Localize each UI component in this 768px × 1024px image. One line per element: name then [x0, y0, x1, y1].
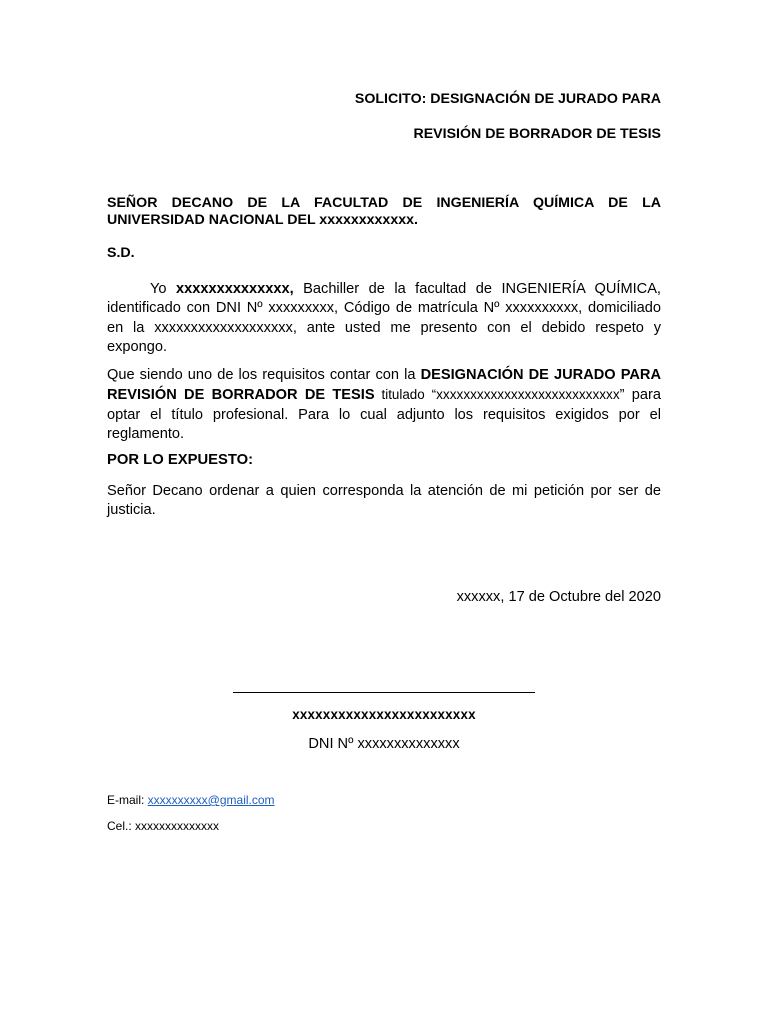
- request-rest: ” para optar el título profesional. Para lo cual adjunto los requisitos exigidos por el reglamento.: [107, 387, 661, 443]
- signature-name: xxxxxxxxxxxxxxxxxxxxxxxx: [292, 707, 476, 722]
- paragraph-closing: Señor Decano ordenar a quien corresponda la atención de mi petición por ser de justicia.: [107, 483, 661, 519]
- signature-dni: DNI Nº xxxxxxxxxxxxxx: [308, 736, 460, 752]
- cel-label: Cel.:: [107, 819, 136, 833]
- request-bold: DESIGNACIÓN DE JURADO PARA REVISIÓN DE BORRADOR DE TESIS: [107, 367, 661, 404]
- email-link[interactable]: xxxxxxxxxx@gmail.com: [147, 793, 275, 807]
- intro-prefix: Yo: [150, 281, 176, 297]
- request-subject-line-2: REVISIÓN DE BORRADOR DE TESIS: [413, 126, 661, 142]
- addressee: SEÑOR DECANO DE LA FACULTAD DE INGENIERÍA QUÍMICA DE LA UNIVERSIDAD NACIONAL DEL xxxxxxxxxxxx.: [107, 195, 661, 228]
- contact-phone: [107, 819, 219, 833]
- contact-email: [107, 793, 275, 807]
- signature-line: [233, 692, 535, 693]
- paragraph-introduction: [107, 280, 661, 358]
- intro-text: Bachiller de la facultad de INGENIERÍA QUÍMICA, identificado con DNI Nº xxxxxxxxx, Código de matrícula Nº xxxxxxxxxx, domiciliado en la xxxxxxxxxxxxxxxxxxx, ante usted me presento con el debido respeto y expongo.: [107, 281, 661, 356]
- section-heading: POR LO EXPUESTO:: [107, 452, 254, 468]
- date-line: xxxxxx, 17 de Octubre del 2020: [456, 589, 661, 605]
- request-prefix: Que siendo uno de los requisitos contar con la: [107, 367, 421, 383]
- email-label: E-mail:: [107, 793, 148, 807]
- thesis-title-value: xxxxxxxxxxxxxxxxxxxxxxxxxxx: [436, 387, 620, 403]
- applicant-name: xxxxxxxxxxxxxx,: [176, 281, 294, 297]
- salutation: S.D.: [107, 245, 135, 261]
- request-subject-line-1: SOLICITO: DESIGNACIÓN DE JURADO PARA: [354, 91, 661, 107]
- request-titled: titulado “: [374, 387, 437, 403]
- cel-value: xxxxxxxxxxxxxx: [135, 819, 220, 833]
- paragraph-request: [107, 366, 661, 445]
